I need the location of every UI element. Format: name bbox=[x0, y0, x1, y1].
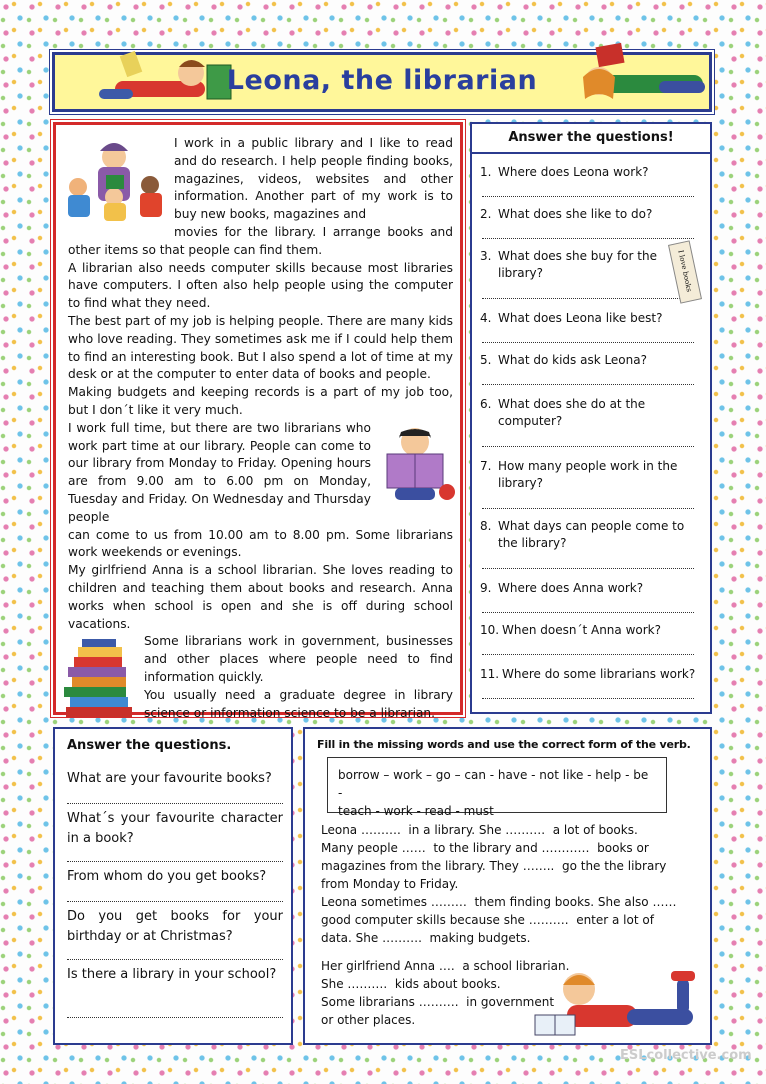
reading-paragraph-9: Some librarians work in government, businesses and other places where people need to find information quickly. bbox=[144, 634, 453, 684]
gap-sentence[interactable]: She ………. kids about books. bbox=[321, 977, 501, 991]
question-number: 2. bbox=[480, 207, 492, 221]
answer-line[interactable] bbox=[482, 384, 694, 385]
bookmark-text: I love books bbox=[676, 249, 694, 293]
question-item bbox=[480, 352, 706, 369]
question-number: 6. bbox=[480, 397, 492, 411]
answer-line[interactable] bbox=[482, 508, 694, 509]
personal-question: Do you get books for your birthday or at Christmas? bbox=[67, 909, 283, 944]
question-item bbox=[480, 580, 706, 597]
answer-line[interactable] bbox=[482, 698, 694, 699]
question-item bbox=[480, 518, 690, 552]
boy-reading-book-illustration bbox=[375, 422, 459, 506]
question-text: Where do some librarians work? bbox=[502, 667, 696, 681]
gap-sentence: from Monday to Friday. bbox=[321, 877, 459, 891]
answer-line[interactable] bbox=[482, 568, 694, 569]
fill-in-panel bbox=[303, 727, 712, 1045]
reading-paragraph-1: I work in a public library and I like to read and do research. I help people finding books, magazines, videos, websites and other information. Another part of my work is to buy new books, magazines and bbox=[174, 136, 453, 222]
gap-sentence[interactable]: Her girlfriend Anna …. a school librarian. bbox=[321, 959, 570, 973]
gap-sentence[interactable]: good computer skills because she ………. enter a lot of bbox=[321, 913, 654, 927]
reading-paragraph-2: movies for the library. I arrange books and other items so that people can find them. bbox=[68, 224, 453, 257]
personal-question: What are your favourite books? bbox=[67, 771, 272, 786]
personal-question: From whom do you get books? bbox=[67, 869, 267, 884]
personal-questions-panel bbox=[53, 727, 293, 1045]
boy-lying-reading-illustration bbox=[527, 959, 707, 1043]
title-banner bbox=[52, 52, 712, 112]
question-text: What days can people come to the library? bbox=[498, 519, 685, 550]
question-item bbox=[480, 622, 706, 639]
page-title: Leona, the librarian bbox=[226, 65, 538, 96]
question-number: 4. bbox=[480, 311, 492, 325]
answer-line[interactable] bbox=[67, 803, 283, 804]
stack-of-books-illustration bbox=[60, 637, 138, 721]
question-text: When doesn´t Anna work? bbox=[502, 623, 661, 637]
gap-sentence: or other places. bbox=[321, 1013, 416, 1027]
bookmark-illustration bbox=[668, 240, 702, 303]
personal-questions-title: Answer the questions. bbox=[67, 738, 232, 753]
librarian-with-kids-illustration bbox=[60, 135, 168, 225]
gap-sentence[interactable]: Leona sometimes ……… them finding books. She also …… bbox=[321, 895, 677, 909]
questions-header: Answer the questions! bbox=[472, 124, 710, 154]
word-box bbox=[327, 757, 667, 818]
answer-line[interactable] bbox=[482, 238, 694, 239]
answer-line[interactable] bbox=[482, 342, 694, 343]
question-text: How many people work in the library? bbox=[498, 459, 678, 490]
answer-line[interactable] bbox=[482, 196, 694, 197]
question-item bbox=[480, 458, 680, 492]
question-item bbox=[480, 206, 706, 223]
reading-paragraph-3: A librarian also needs computer skills because most libraries have computers. I often also help people using the computer to find what they need. bbox=[68, 260, 453, 311]
fill-in-title: Fill in the missing words and use the correct form of the verb. bbox=[317, 738, 691, 751]
word-box-line: teach - work - read - must bbox=[338, 804, 494, 818]
answer-line[interactable] bbox=[482, 654, 694, 655]
question-text: What does she do at the computer? bbox=[498, 397, 646, 428]
gap-sentence[interactable]: Leona ………. in a library. She ………. a lot of books. bbox=[321, 823, 638, 837]
question-number: 9. bbox=[480, 581, 492, 595]
reading-paragraph-4: The best part of my job is helping people. There are many kids who love reading. They sometimes ask me if I could help them to find an interesting book. But I also spend a lot of time at my desk or at the computer to enter data of books and people. bbox=[68, 313, 453, 382]
personal-question: Is there a library in your school? bbox=[67, 967, 277, 982]
watermark: ESLcollective.com bbox=[620, 1048, 752, 1063]
reading-text-panel bbox=[53, 122, 463, 720]
answer-line[interactable] bbox=[67, 1017, 283, 1018]
question-item bbox=[480, 248, 660, 282]
gap-sentence[interactable]: Some librarians ………. in government bbox=[321, 995, 555, 1009]
gap-sentence[interactable]: magazines from the library. They …….. go the the library bbox=[321, 859, 667, 873]
question-number: 10. bbox=[480, 623, 500, 637]
reading-paragraph-5: Making budgets and keeping records is a part of my job too, but I don´t like it very much. bbox=[68, 385, 453, 417]
reading-paragraph-10: You usually need a graduate degree in library science or information science to be a librarian. bbox=[144, 687, 453, 720]
gap-sentence[interactable]: data. She ………. making budgets. bbox=[321, 931, 531, 945]
question-text: What does she like to do? bbox=[498, 207, 653, 221]
answer-line[interactable] bbox=[67, 959, 283, 960]
question-text: What do kids ask Leona? bbox=[498, 353, 647, 367]
question-text: Where does Anna work? bbox=[498, 581, 644, 595]
question-number: 11. bbox=[480, 667, 500, 681]
reading-text bbox=[68, 135, 453, 722]
comprehension-questions-panel bbox=[470, 122, 712, 714]
question-item bbox=[480, 396, 660, 430]
question-item bbox=[480, 666, 706, 683]
question-number: 7. bbox=[480, 459, 492, 473]
reading-paragraph-8: My girlfriend Anna is a school librarian. She loves reading to children and teaching them about books and research. Anna works when school is open and she is off during school vacations. bbox=[68, 563, 453, 631]
question-item bbox=[480, 164, 706, 181]
question-number: 3. bbox=[480, 249, 492, 263]
question-item bbox=[480, 310, 706, 327]
personal-question: What´s your favourite character in a book? bbox=[67, 811, 283, 846]
answer-line[interactable] bbox=[482, 612, 694, 613]
answer-line[interactable] bbox=[67, 901, 283, 902]
question-text: Where does Leona work? bbox=[498, 165, 649, 179]
word-box-line: borrow – work – go – can - have - not like - help - be - bbox=[338, 768, 649, 800]
reading-girl-illustration bbox=[563, 41, 713, 113]
gap-sentence[interactable]: Many people …… to the library and ………… books or bbox=[321, 841, 649, 855]
answer-line[interactable] bbox=[482, 446, 694, 447]
question-number: 8. bbox=[480, 519, 492, 533]
answer-line[interactable] bbox=[482, 298, 694, 299]
answer-line[interactable] bbox=[67, 861, 283, 862]
question-number: 5. bbox=[480, 353, 492, 367]
question-number: 1. bbox=[480, 165, 492, 179]
question-text: What does she buy for the library? bbox=[498, 249, 657, 280]
question-text: What does Leona like best? bbox=[498, 311, 663, 325]
reading-paragraph-7: can come to us from 10.00 am to 8.00 pm. Some librarians work weekends or evenings. bbox=[68, 527, 453, 560]
reading-paragraph-6: I work full time, but there are two librarians who work part time at our library. People can come to our library from Monday to Friday. Opening hours are from 9.00 am to 6.00 pm on Monday, Tuesday and Friday. On Wednesday and Thursday people bbox=[68, 420, 371, 524]
